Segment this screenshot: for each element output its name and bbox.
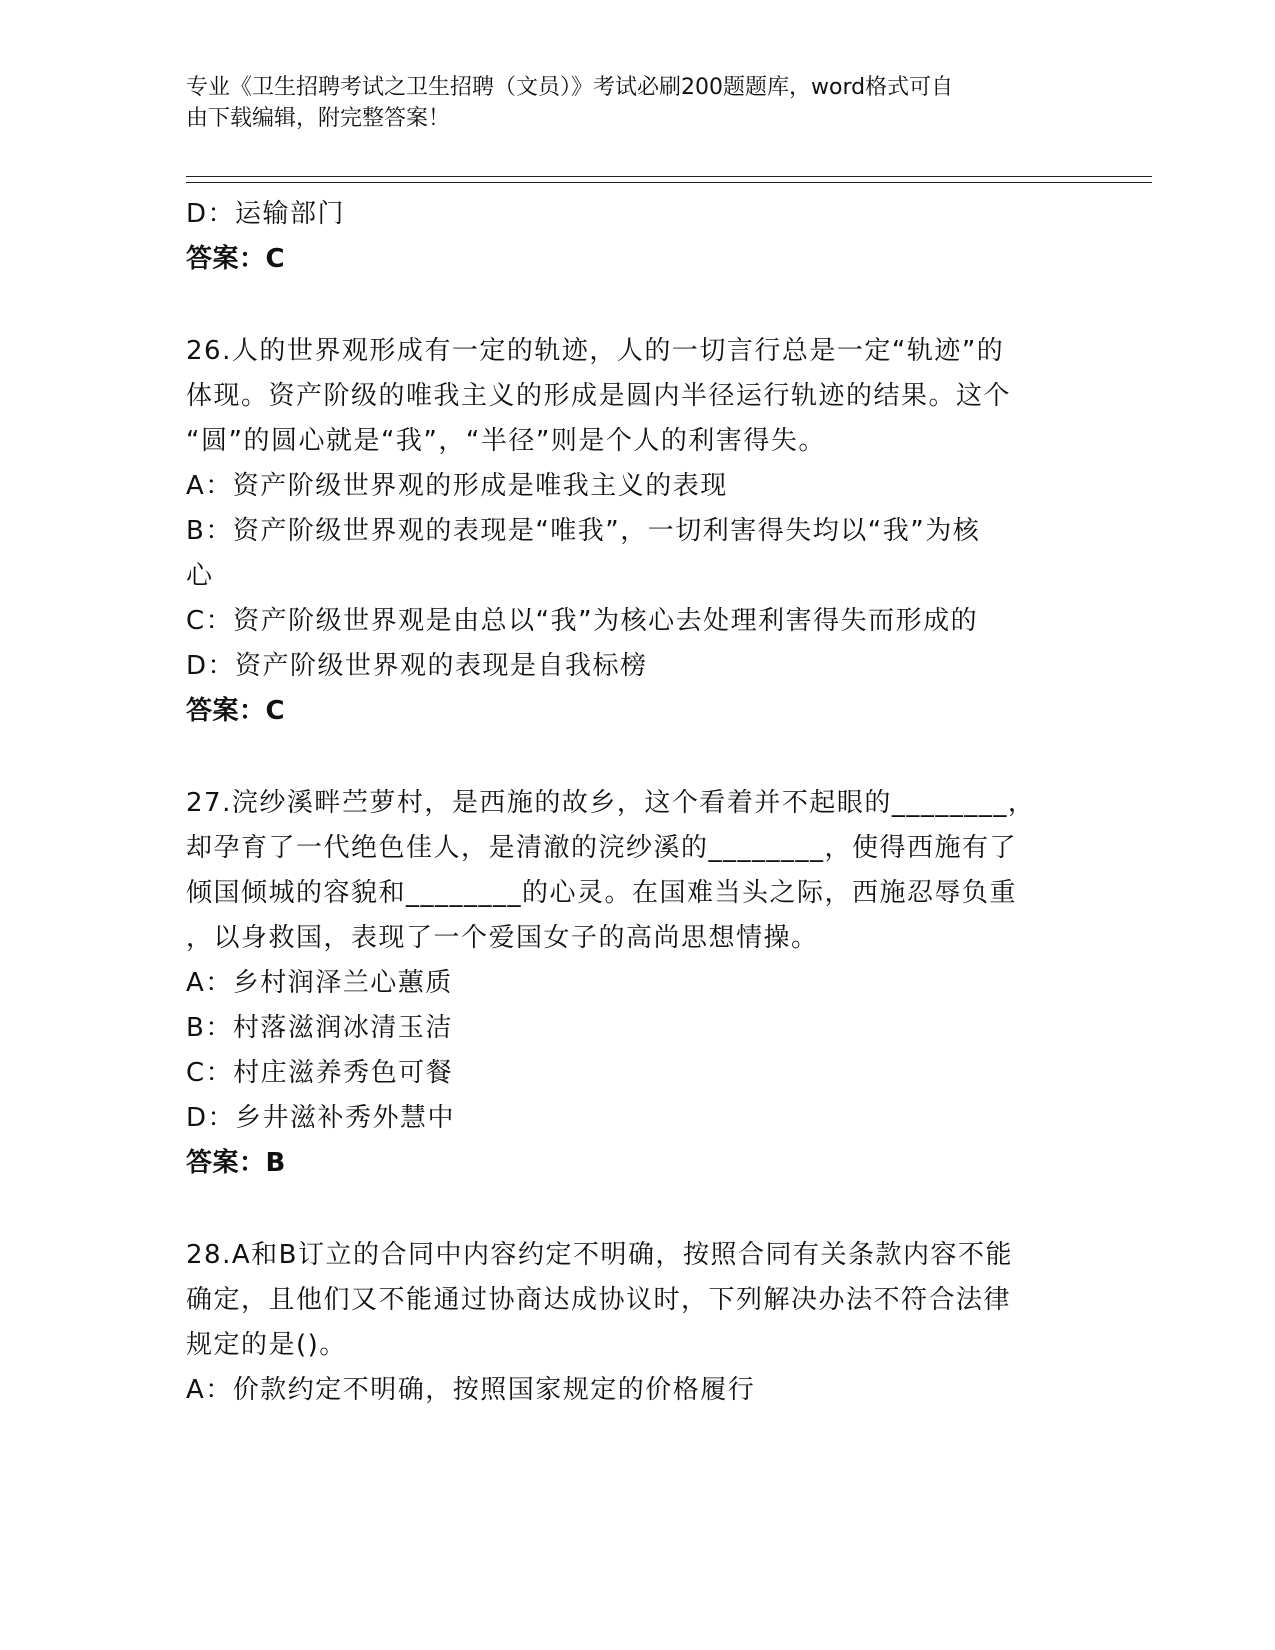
question-text-line: 28.A和B订立的合同中内容约定不明确，按照合同有关条款内容不能 bbox=[186, 1240, 1013, 1270]
option-b: B：资产阶级世界观的表现是“唯我”，一切利害得失均以“我”为核 bbox=[186, 516, 981, 546]
answer-line: 答案：B bbox=[186, 1148, 286, 1178]
option-a: A：乡村润泽兰心蕙质 bbox=[186, 968, 453, 998]
previous-question-tail bbox=[186, 192, 1086, 282]
answer-line: 答案：C bbox=[186, 244, 286, 274]
question-text-line: 确定，且他们又不能通过协商达成协议时，下列解决办法不符合法律 bbox=[186, 1285, 1012, 1315]
option-c: C：村庄滋养秀色可餐 bbox=[186, 1058, 454, 1088]
question-text-line: 却孕育了一代绝色佳人，是清澈的浣纱溪的________，使得西施有了 bbox=[186, 833, 1018, 863]
question-content bbox=[186, 192, 1086, 1413]
header-line-2: 由下载编辑，附完整答案！ bbox=[186, 106, 451, 131]
question-text-line: ，以身救国，表现了一个爱国女子的高尚思想情操。 bbox=[186, 923, 819, 953]
header-divider-bottom bbox=[186, 182, 1152, 183]
question-text-line: 27.浣纱溪畔苎萝村，是西施的故乡，这个看着并不起眼的________， bbox=[186, 788, 1036, 818]
question-text-line: “圆”的圆心就是“我”，“半径”则是个人的利害得失。 bbox=[186, 426, 826, 456]
question-26 bbox=[186, 329, 1086, 734]
question-27 bbox=[186, 781, 1086, 1186]
question-text-line: 26.人的世界观形成有一定的轨迹，人的一切言行总是一定“轨迹”的 bbox=[186, 336, 1005, 366]
spacer bbox=[186, 282, 1086, 329]
header-divider-top bbox=[186, 176, 1152, 177]
question-text-line: 倾国倾城的容貌和________的心灵。在国难当头之际，西施忍辱负重 bbox=[186, 878, 1018, 908]
spacer bbox=[186, 1186, 1086, 1233]
option-d: D：资产阶级世界观的表现是自我标榜 bbox=[186, 651, 648, 681]
spacer bbox=[186, 734, 1086, 781]
header-line-1: 专业《卫生招聘考试之卫生招聘（文员）》考试必刷200题题库，word格式可自 bbox=[186, 75, 954, 100]
question-text-line: 规定的是()。 bbox=[186, 1330, 347, 1360]
page-header bbox=[186, 72, 1066, 134]
option-d: D：运输部门 bbox=[186, 199, 346, 229]
question-28 bbox=[186, 1233, 1086, 1413]
question-text-line: 体现。资产阶级的唯我主义的形成是圆内半径运行轨迹的结果。这个 bbox=[186, 381, 1012, 411]
option-c: C：资产阶级世界观是由总以“我”为核心去处理利害得失而形成的 bbox=[186, 606, 979, 636]
option-d: D：乡井滋补秀外慧中 bbox=[186, 1103, 456, 1133]
option-a: A：资产阶级世界观的形成是唯我主义的表现 bbox=[186, 471, 728, 501]
option-a: A：价款约定不明确，按照国家规定的价格履行 bbox=[186, 1375, 756, 1405]
option-b: B：村落滋润冰清玉洁 bbox=[186, 1013, 453, 1043]
answer-line: 答案：C bbox=[186, 696, 286, 726]
option-b-continued: 心 bbox=[186, 561, 214, 591]
